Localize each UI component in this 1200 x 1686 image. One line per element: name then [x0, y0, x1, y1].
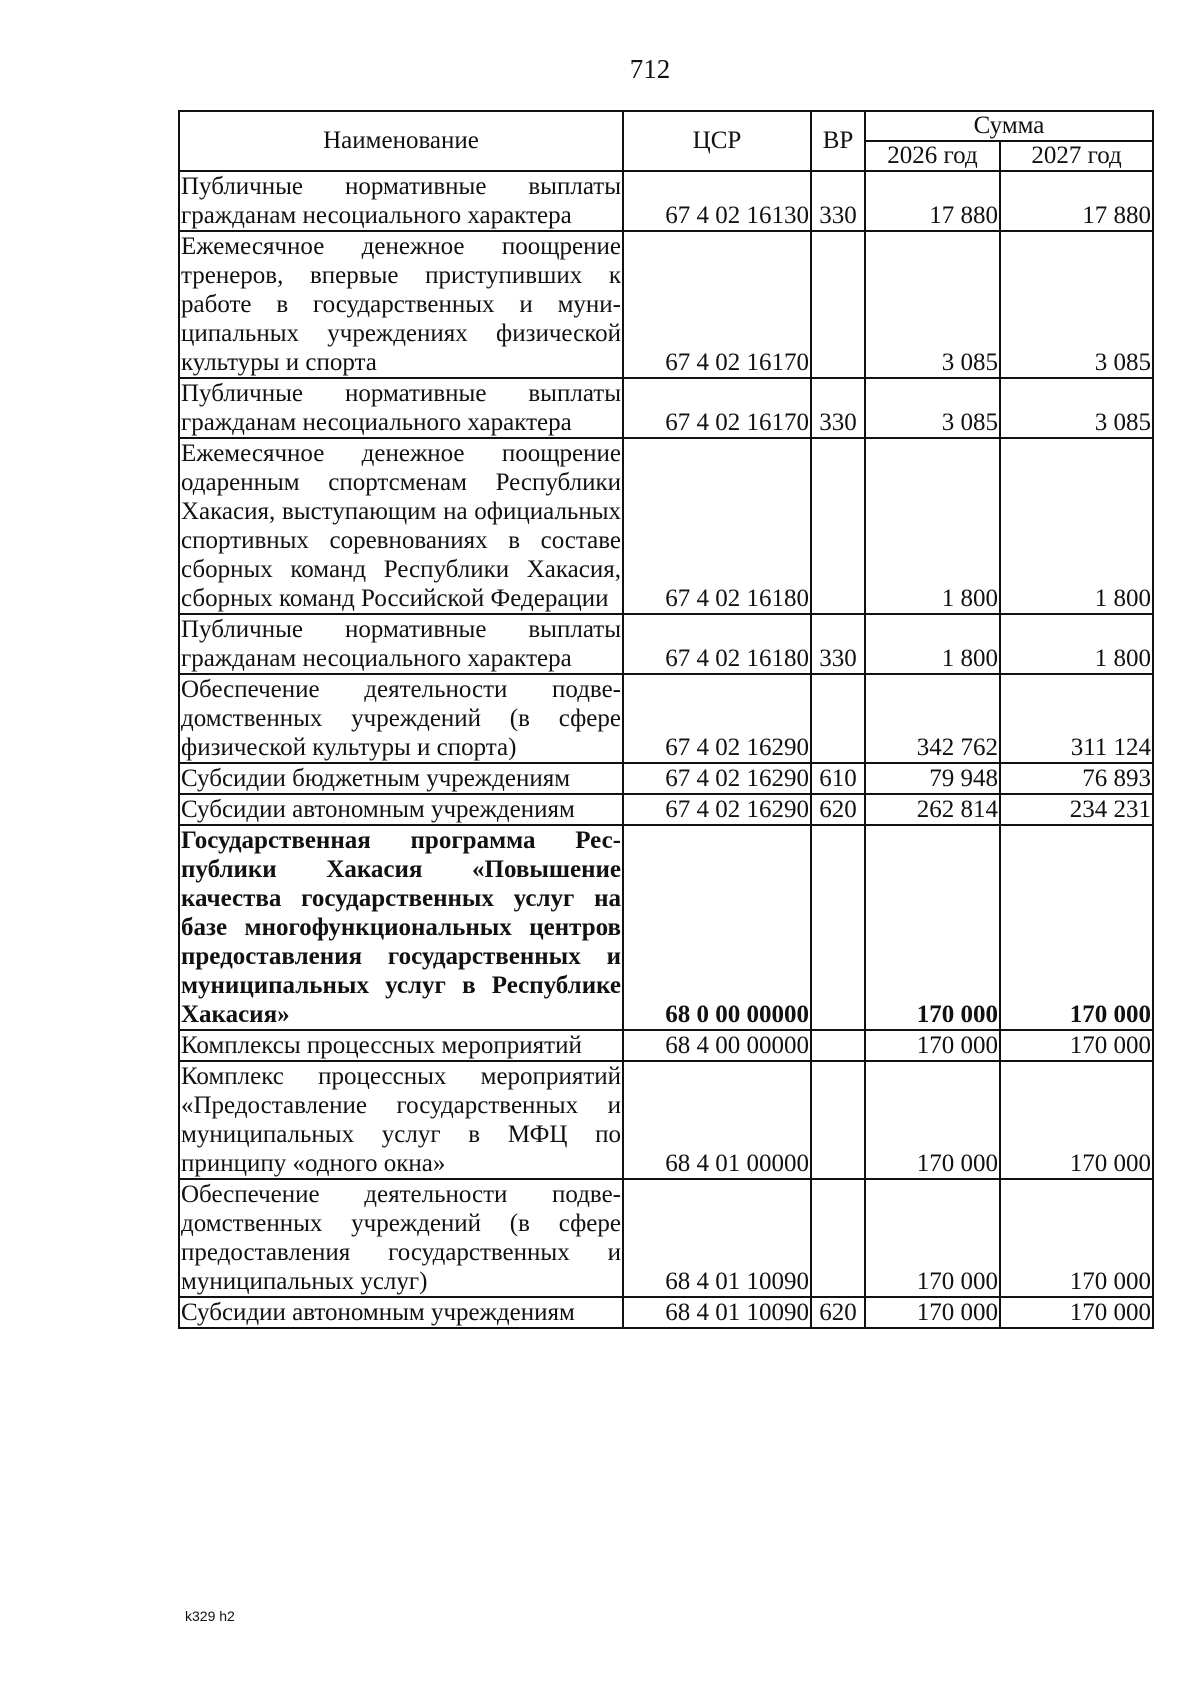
row-amount-2026: 1 800 [865, 614, 1000, 674]
table-row [179, 825, 1153, 1030]
row-name: Публичные нормативные выплаты гражданам несоциального характера [181, 616, 621, 672]
row-vr [811, 438, 865, 614]
table-row [179, 1179, 1153, 1297]
row-amount-2026: 262 814 [865, 794, 1000, 825]
row-csr: 67 4 02 16170 [623, 231, 811, 378]
table-body [179, 171, 1153, 1328]
row-csr: 67 4 02 16290 [623, 763, 811, 794]
row-name: Публичные нормативные выплаты гражданам несоциального характера [181, 380, 621, 436]
row-amount-2026: 17 880 [865, 171, 1000, 231]
row-amount-2027: 1 800 [1000, 438, 1153, 614]
page-number: 712 [629, 54, 671, 84]
row-csr: 67 4 02 16180 [623, 438, 811, 614]
row-vr: 330 [811, 171, 865, 231]
row-amount-2026: 3 085 [865, 231, 1000, 378]
row-amount-2027: 170 000 [1000, 825, 1153, 1030]
row-csr: 67 4 02 16130 [623, 171, 811, 231]
row-amount-2027: 3 085 [1000, 378, 1153, 438]
row-name: Субсидии автономным учреждениям [179, 1297, 623, 1328]
table-row [179, 231, 1153, 378]
row-amount-2027: 3 085 [1000, 231, 1153, 378]
table-row [179, 763, 1153, 794]
header-name: Наименование [179, 111, 623, 171]
table-row [179, 614, 1153, 674]
row-amount-2027: 170 000 [1000, 1297, 1153, 1328]
row-csr: 67 4 02 16170 [623, 378, 811, 438]
row-vr [811, 1061, 865, 1179]
row-csr: 68 4 01 10090 [623, 1179, 811, 1297]
row-name: Обеспечение деятельности подведомственных учреждений (в сфере физической культуры и спорта) [181, 676, 621, 761]
row-vr: 620 [811, 794, 865, 825]
row-name: Субсидии автономным учреждениям [179, 794, 623, 825]
table-row [179, 1061, 1153, 1179]
row-amount-2026: 170 000 [865, 1179, 1000, 1297]
row-csr: 67 4 02 16290 [623, 674, 811, 763]
row-amount-2026: 170 000 [865, 825, 1000, 1030]
table-row [179, 171, 1153, 231]
row-amount-2026: 170 000 [865, 1030, 1000, 1061]
table-header [179, 111, 1153, 171]
table-row [179, 674, 1153, 763]
row-amount-2027: 311 124 [1000, 674, 1153, 763]
footer-code: k329 h2 [185, 1608, 235, 1624]
row-csr: 68 4 00 00000 [623, 1030, 811, 1061]
row-vr [811, 674, 865, 763]
row-amount-2027: 170 000 [1000, 1030, 1153, 1061]
header-sum: Сумма [865, 111, 1153, 141]
header-csr: ЦСР [623, 111, 811, 171]
row-csr: 68 4 01 10090 [623, 1297, 811, 1328]
header-vr: ВР [811, 111, 865, 171]
row-amount-2026: 170 000 [865, 1061, 1000, 1179]
row-vr: 330 [811, 378, 865, 438]
table-row [179, 438, 1153, 614]
table-row [179, 1030, 1153, 1061]
row-amount-2026: 342 762 [865, 674, 1000, 763]
row-name: Комплексы процессных мероприятий [179, 1030, 623, 1061]
row-name: Ежемесячное денежное поощрение тренеров, впервые приступивших к работе в государственных и муниципальных учреждениях физической культуры и спорта [181, 233, 621, 376]
row-amount-2026: 79 948 [865, 763, 1000, 794]
row-amount-2027: 17 880 [1000, 171, 1153, 231]
row-vr [811, 1030, 865, 1061]
budget-table [178, 110, 1154, 1329]
row-name: Комплекс процессных мероприятий «Предоставление государственных и муниципальных услуг в МФЦ по принципу «одного окна» [181, 1063, 621, 1177]
row-name: Публичные нормативные выплаты гражданам несоциального характера [181, 173, 621, 229]
row-vr [811, 1179, 865, 1297]
row-amount-2026: 170 000 [865, 1297, 1000, 1328]
row-amount-2027: 170 000 [1000, 1061, 1153, 1179]
row-csr: 67 4 02 16180 [623, 614, 811, 674]
row-amount-2027: 76 893 [1000, 763, 1153, 794]
table-row [179, 378, 1153, 438]
row-name: Государственная программа Республики Хакасия «Повышение качества государственных услуг на базе многофункциональных центров предоставления государственных и муниципальных услуг в Республике Хакасия» [181, 827, 621, 1028]
row-vr: 610 [811, 763, 865, 794]
row-csr: 68 4 01 00000 [623, 1061, 811, 1179]
row-amount-2027: 234 231 [1000, 794, 1153, 825]
row-vr: 620 [811, 1297, 865, 1328]
header-year-2027: 2027 год [1000, 141, 1153, 171]
row-csr: 67 4 02 16290 [623, 794, 811, 825]
row-name: Ежемесячное денежное поощрение одаренным спортсменам Республики Хакасия, выступающим на официальных спортивных соревнованиях в составе сборных команд Республики Хакасия, сборных команд Российской Федерации [181, 440, 621, 612]
row-amount-2027: 170 000 [1000, 1179, 1153, 1297]
row-name: Субсидии бюджетным учреждениям [179, 763, 623, 794]
row-amount-2026: 1 800 [865, 438, 1000, 614]
row-amount-2026: 3 085 [865, 378, 1000, 438]
row-vr [811, 231, 865, 378]
row-amount-2027: 1 800 [1000, 614, 1153, 674]
table-row [179, 794, 1153, 825]
row-csr: 68 0 00 00000 [623, 825, 811, 1030]
row-vr [811, 825, 865, 1030]
row-vr: 330 [811, 614, 865, 674]
row-name: Обеспечение деятельности подведомственных учреждений (в сфере предоставления государственных и муниципальных услуг) [181, 1181, 621, 1295]
table-row [179, 1297, 1153, 1328]
header-year-2026: 2026 год [865, 141, 1000, 171]
